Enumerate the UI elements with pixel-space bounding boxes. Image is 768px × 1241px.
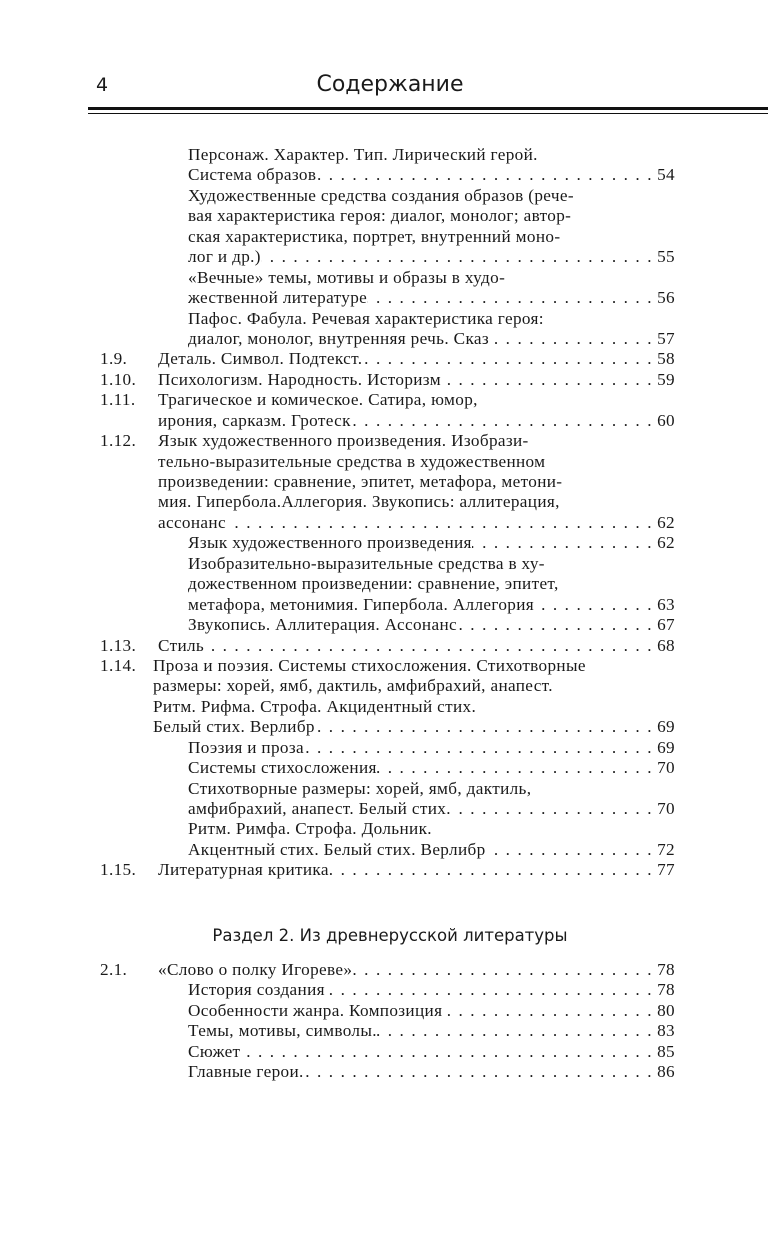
toc-entry-text: ирония, сарказм. Гротеск <box>158 410 351 430</box>
toc-entry-number: 1.15. <box>100 860 137 880</box>
toc-entry-text: ская характеристика, портрет, внутренний моно- <box>188 226 561 246</box>
toc-entry-page: 58 <box>657 349 675 369</box>
toc-entry-text: Язык художественного произведения. Изобрази- <box>158 431 529 451</box>
toc-line <box>100 656 675 676</box>
toc-line <box>100 206 675 226</box>
toc-line <box>100 717 675 737</box>
toc-entry-page: 70 <box>657 758 675 778</box>
toc-entry-number: 2.1. <box>100 960 128 979</box>
toc-line <box>100 431 675 451</box>
toc-entry[interactable] <box>100 860 675 880</box>
toc-entry-text: ассонанс <box>158 512 226 532</box>
toc-entry-text: Белый стих. Верлибр <box>153 717 315 737</box>
toc-entry-page: 78 <box>657 960 675 979</box>
toc-entry-page: 77 <box>657 860 675 880</box>
toc-line <box>100 513 675 533</box>
toc-entry-text: Художественные средства создания образов (рече- <box>188 185 574 205</box>
dot-leader <box>362 349 653 369</box>
toc-entry-page: 70 <box>657 799 675 818</box>
toc-line <box>100 370 675 390</box>
toc-entry-text: Темы, мотивы, символы. <box>188 1021 377 1041</box>
toc-entry-page: 69 <box>657 737 675 757</box>
toc-entry-page: 63 <box>657 594 675 614</box>
header-rule-thick <box>88 107 768 110</box>
toc-entry-page: 62 <box>657 512 675 532</box>
toc-entry-text: произведении: сравнение, эпитет, метафора, метони- <box>158 472 563 491</box>
toc-line <box>100 819 675 839</box>
toc-entry[interactable] <box>100 390 675 431</box>
dot-leader <box>226 513 653 533</box>
toc-line <box>100 452 675 472</box>
toc-entry-text: Сюжет <box>188 1041 241 1061</box>
toc-entry-page: 55 <box>657 247 675 267</box>
toc-line <box>100 1042 675 1062</box>
toc-entry-text: «Слово о полку Игореве» <box>158 960 353 979</box>
dot-leader <box>240 1042 653 1062</box>
toc-entry-page: 80 <box>657 1000 675 1020</box>
toc-entry-page: 62 <box>657 533 675 553</box>
toc-entry-text: лог и др.) <box>188 247 261 267</box>
toc-entry-text: Ритм. Римфа. Строфа. Дольник. <box>188 819 432 839</box>
toc-entry[interactable] <box>100 1042 675 1062</box>
toc-entry[interactable] <box>100 145 675 186</box>
toc-line <box>100 615 675 635</box>
toc-entry-text: Персонаж. Характер. Тип. Лирический герой. <box>188 145 538 164</box>
toc-entry-page: 57 <box>657 328 675 348</box>
toc-entry[interactable] <box>100 268 675 309</box>
page-number: 4 <box>96 74 109 96</box>
toc-entry[interactable] <box>100 636 675 656</box>
toc-entry-text: Ритм. Рифма. Строфа. Акцидентный стих. <box>153 696 477 716</box>
toc-entry-text: дожественном произведении: сравнение, эпитет, <box>188 574 559 594</box>
dot-leader <box>325 980 653 1000</box>
toc-entry-text: жественной литературе <box>188 288 368 308</box>
dot-leader <box>451 799 653 819</box>
header-rule-thin <box>88 113 768 114</box>
toc-line <box>100 390 675 410</box>
toc-entry-text: «Вечные» темы, мотивы и образы в худо- <box>188 267 506 287</box>
toc-entry-page: 69 <box>657 717 675 737</box>
toc-entry-text: Звукопись. Аллитерация. Ассонанс <box>188 615 457 635</box>
toc-entry-text: Системы стихосложения <box>188 758 377 778</box>
toc-line <box>100 554 675 574</box>
dot-leader <box>261 247 653 267</box>
toc-entry[interactable] <box>100 656 675 738</box>
toc-entry-text: метафора, метонимия. Гипербола. Аллегория <box>188 594 535 614</box>
toc-entry-text: Трагическое и комическое. Сатира, юмор, <box>158 390 478 410</box>
toc-line <box>100 492 675 512</box>
toc-line <box>100 472 675 492</box>
toc-line <box>100 186 675 206</box>
toc-entry-page: 68 <box>657 635 675 655</box>
toc-entry-page: 72 <box>657 839 675 859</box>
toc-entry-text: Стихотворные размеры: хорей, ямб, дактиль, <box>188 778 532 798</box>
toc-entry-text: Стиль <box>158 635 205 655</box>
toc-entry[interactable] <box>100 960 675 980</box>
toc-entry-page: 85 <box>657 1041 675 1061</box>
toc-entry-text: Главные герои. <box>188 1062 304 1082</box>
toc-entry-page: 59 <box>657 369 675 389</box>
toc-line <box>100 860 675 880</box>
toc-entry-text: вая характеристика героя: диалог, монолог; автор- <box>188 206 572 226</box>
toc-line <box>100 268 675 288</box>
toc-entry-text: мия. Гипербола.Аллегория. Звукопись: аллитерация, <box>158 492 560 512</box>
dot-leader <box>457 615 653 635</box>
toc-entry-text: Деталь. Символ. Подтекст. <box>158 349 363 369</box>
toc-entry-number: 1.11. <box>100 390 136 410</box>
toc-line <box>100 574 675 594</box>
toc-entry-page: 67 <box>657 615 675 635</box>
section-heading: Раздел 2. Из древнерусской литературы <box>212 926 568 945</box>
toc-line <box>100 758 675 778</box>
toc-entry-text: тельно-выразительные средства в художественном <box>158 451 546 471</box>
dot-leader <box>377 758 653 778</box>
toc-entry[interactable] <box>100 1001 675 1021</box>
toc-entry-page: 78 <box>657 980 675 1000</box>
toc-entry-page: 83 <box>657 1021 675 1041</box>
toc-entry-text: Психологизм. Народность. Историзм <box>158 369 441 389</box>
toc-entry-text: Система образов <box>188 165 317 185</box>
toc-entry-text: размеры: хорей, ямб, дактиль, амфибрахий, анапест. <box>153 676 553 696</box>
toc-entry[interactable] <box>100 309 675 350</box>
dot-leader <box>352 960 653 980</box>
toc-entry-text: Особенности жанра. Композиция <box>188 1000 443 1020</box>
toc-entry[interactable] <box>100 370 675 390</box>
dot-leader <box>304 738 653 758</box>
toc-line <box>100 227 675 247</box>
dot-leader <box>489 329 653 349</box>
toc-entry-text: Проза и поэзия. Системы стихосложения. Стихотворные <box>153 655 586 675</box>
toc-line <box>100 636 675 656</box>
dot-leader <box>486 840 654 860</box>
toc-list-section-2 <box>100 960 675 1083</box>
toc-entry-number: 1.10. <box>100 369 137 389</box>
toc-entry-text: Изобразительно-выразительные средства в ху- <box>188 553 545 573</box>
toc-entry-text: амфибрахий, анапест. Белый стих. <box>188 799 451 818</box>
toc-entry-text: Поэзия и проза <box>188 737 304 757</box>
dot-leader <box>304 1062 653 1082</box>
toc-entry[interactable] <box>100 533 675 553</box>
toc-entry-text: Акцентный стих. Белый стих. Верлибр <box>188 839 486 859</box>
toc-entry[interactable] <box>100 779 675 820</box>
toc-entry-page: 56 <box>657 288 675 308</box>
dot-leader <box>316 165 653 185</box>
toc-entry-text: История создания <box>188 980 325 1000</box>
dot-leader <box>204 636 653 656</box>
toc-line <box>100 779 675 799</box>
toc-entry-text: Язык художественного произведения <box>188 533 472 553</box>
toc-line <box>100 349 675 369</box>
toc-entry-number: 1.12. <box>100 431 137 451</box>
dot-leader <box>367 288 653 308</box>
dot-leader <box>442 1001 653 1021</box>
toc-entry[interactable] <box>100 349 675 369</box>
toc-line <box>100 697 675 717</box>
toc-entry[interactable] <box>100 186 675 268</box>
page-title: Содержание <box>316 72 464 97</box>
toc-line <box>100 145 675 165</box>
toc-entry[interactable] <box>100 1021 675 1041</box>
toc-line <box>100 533 675 553</box>
toc-entry-text: Пафос. Фабула. Речевая характеристика героя: <box>188 308 544 328</box>
toc-line <box>100 411 675 431</box>
toc-line <box>100 980 675 1000</box>
dot-leader <box>377 1021 653 1041</box>
toc-entry[interactable] <box>100 431 675 533</box>
dot-leader <box>315 717 653 737</box>
toc-entry[interactable] <box>100 758 675 778</box>
toc-entry[interactable] <box>100 738 675 758</box>
toc-line <box>100 840 675 860</box>
toc-entry[interactable] <box>100 980 675 1000</box>
toc-entry-number: 1.9. <box>100 349 128 369</box>
dot-leader <box>441 370 653 390</box>
dot-leader <box>534 595 653 615</box>
toc-entry[interactable] <box>100 819 675 860</box>
toc-line <box>100 799 675 819</box>
toc-entry-text: диалог, монолог, внутренняя речь. Сказ <box>188 328 490 348</box>
toc-line <box>100 1062 675 1082</box>
toc-entry[interactable] <box>100 1062 675 1082</box>
toc-entry-number: 1.13. <box>100 635 137 655</box>
toc-entry-page: 60 <box>657 410 675 430</box>
toc-line <box>100 1021 675 1041</box>
toc-entry-number: 1.14. <box>100 655 137 675</box>
toc-line <box>100 1001 675 1021</box>
toc-line <box>100 288 675 308</box>
dot-leader <box>472 533 653 553</box>
toc-entry[interactable] <box>100 554 675 615</box>
toc-entry-page: 86 <box>657 1062 675 1082</box>
toc-entry-text: Литературная критика <box>158 860 329 880</box>
toc-entry[interactable] <box>100 615 675 635</box>
toc-line <box>100 960 675 980</box>
dot-leader <box>351 411 653 431</box>
toc-line <box>100 595 675 615</box>
toc-line <box>100 329 675 349</box>
dot-leader <box>329 860 653 880</box>
toc-entry-page: 54 <box>657 165 675 185</box>
toc-list <box>100 145 675 881</box>
toc-line <box>100 247 675 267</box>
toc-line <box>100 309 675 329</box>
toc-line <box>100 738 675 758</box>
toc-line <box>100 676 675 696</box>
toc-line <box>100 165 675 185</box>
